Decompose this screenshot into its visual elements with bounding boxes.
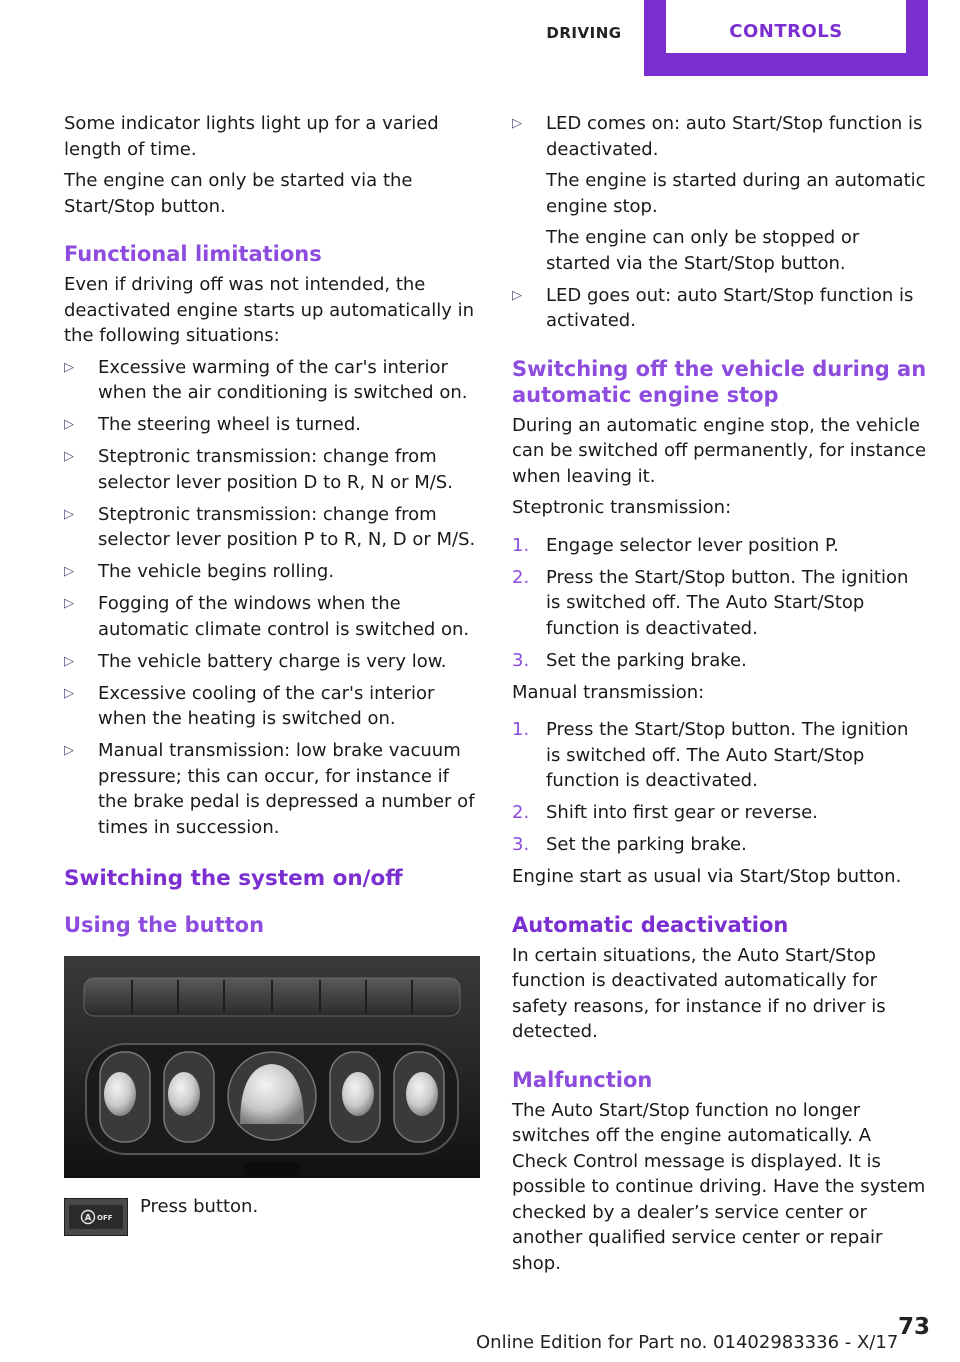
list-item: ▷ The vehicle battery charge is very low. (64, 649, 480, 675)
svg-text:OFF: OFF (97, 1214, 113, 1222)
heading-automatic-deactivation: Automatic deactivation (512, 912, 789, 937)
triangle-bullet-icon: ▷ (64, 417, 74, 432)
malfunction-text: The Auto Start/Stop function no longer switches off the engine automatically. A Check Control message is displayed. It is possible to continue driving. Have the system checked by a dealer’s service center or another qualified service center or repair shop. (512, 1099, 926, 1274)
heading-using-button: Using the button (64, 913, 265, 937)
heading-switching-off: Switching off the vehicle during an automatic engine stop (512, 356, 927, 407)
svg-text:A: A (84, 1213, 92, 1224)
steptronic-label: Steptronic transmission: (512, 497, 732, 518)
intro-paragraph: The engine can only be started via the Start/Stop button. (64, 170, 413, 217)
triangle-bullet-icon: ▷ (64, 685, 74, 701)
list-item: 3. Set the parking brake. (512, 649, 747, 671)
chapter-tab-label: CONTROLS (666, 0, 906, 53)
triangle-bullet-icon: ▷ (512, 287, 522, 303)
heading-functional-limitations: Functional limitations (64, 242, 322, 266)
steptronic-steps (512, 533, 928, 674)
led-list (512, 111, 928, 334)
list-item: ▷ LED goes out: auto Start/Stop function is activated. (512, 284, 914, 331)
heading-malfunction: Malfunction (512, 1067, 653, 1092)
limitations-list (64, 355, 480, 841)
switchoff-outro: Engine start as usual via Start/Stop button. (512, 866, 902, 887)
list-item: 1. Press the Start/Stop button. The ignition is switched off. The Auto Start/Stop function is deactivated. (512, 719, 909, 791)
chapter-tab (644, 0, 928, 76)
page-number: 73 (898, 1314, 931, 1340)
auto-deact-text: In certain situations, the Auto Start/Stop function is deactivated automatically for safety reasons, for instance if no driver is detected. (512, 944, 886, 1042)
triangle-bullet-icon: ▷ (64, 506, 74, 522)
triangle-bullet-icon: ▷ (64, 359, 74, 375)
triangle-bullet-icon: ▷ (64, 449, 74, 464)
footer-edition: Online Edition for Part no. 01402983336 - X/17 (476, 1332, 899, 1353)
list-item: 2. Shift into first gear or reverse. (512, 802, 818, 823)
list-item: ▷ Manual transmission: low brake vacuum pressure; this can occur, for instance if the brake pedal is depressed a number of times in succession. (64, 740, 475, 838)
limitations-intro: Even if driving off was not intended, the deactivated engine starts up automatically in the following situations: (64, 274, 474, 346)
manual-steps (512, 717, 928, 858)
list-item: ▷ LED comes on: auto Start/Stop function is deactivated. The engine is started during an automatic engine stop. The engine can only be stopped or started via the Start/Stop button. (512, 113, 926, 274)
heading-switching-system: Switching the system on/off (64, 866, 403, 891)
list-item: ▷ The steering wheel is turned. (64, 412, 480, 438)
triangle-bullet-icon: ▷ (64, 743, 74, 758)
list-item: 1. Engage selector lever position P. (512, 534, 839, 556)
press-button-caption: Press button. (140, 1196, 259, 1217)
manual-label: Manual transmission: (512, 681, 705, 703)
right-column (512, 111, 928, 1282)
triangle-bullet-icon: ▷ (64, 653, 74, 669)
list-item: ▷ The vehicle begins rolling. (64, 559, 480, 585)
list-item: ▷ Excessive warming of the car's interior when the air conditioning is switched on. (64, 356, 468, 403)
left-column (64, 111, 480, 943)
list-item: ▷ Steptronic transmission: change from selector lever position P to R, N, D or M/S. (64, 503, 476, 550)
triangle-bullet-icon: ▷ (64, 564, 74, 579)
list-item: ▷ Steptronic transmission: change from selector lever position D to R, N or M/S. (64, 446, 453, 493)
list-item: ▷ Fogging of the windows when the automatic climate control is switched on. (64, 593, 470, 640)
list-item: 2. Press the Start/Stop button. The ignition is switched off. The Auto Start/Stop function is deactivated. (512, 566, 909, 639)
triangle-bullet-icon: ▷ (512, 116, 522, 131)
list-item: 3. Set the parking brake. (512, 834, 747, 855)
intro-paragraph: Some indicator lights light up for a varied length of time. (64, 113, 439, 160)
switchoff-intro: During an automatic engine stop, the vehicle can be switched off permanently, for instance when leaving it. (512, 414, 927, 487)
list-item: ▷ Excessive cooling of the car's interior when the heating is switched on. (64, 682, 435, 729)
auto-start-stop-off-icon (64, 1198, 128, 1236)
toggle-switch-panel-photo (64, 956, 480, 1178)
section-label: DRIVING (546, 24, 622, 42)
triangle-bullet-icon: ▷ (64, 596, 74, 611)
